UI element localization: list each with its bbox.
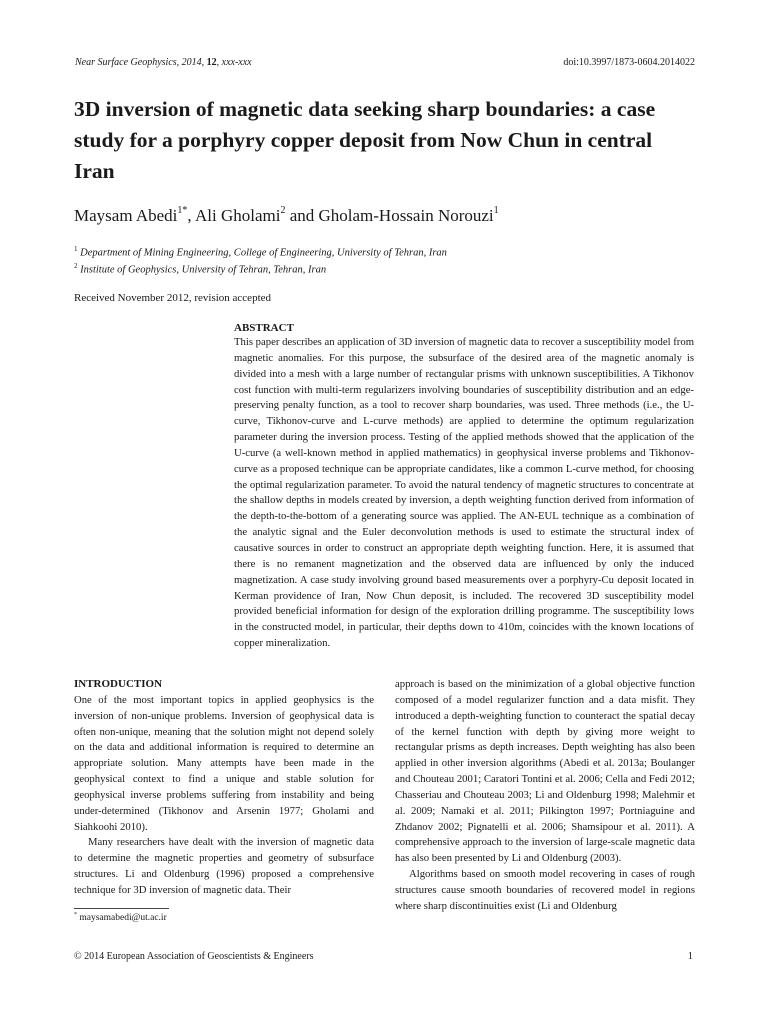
abstract-section xyxy=(234,322,694,652)
journal-name: Near Surface Geophysics, 2014, xyxy=(75,57,205,68)
affiliation xyxy=(74,245,447,259)
body-paragraph: One of the most important topics in applied geophysics is the inversion of non-unique problems. Inversion of geophysical data is often non-unique, meaning that the solution might not depend solely on the data and additional information is required to determine an appropriate solution. Many attempts have been made in the geophysical context to find a unique and stable solution for geophysical inverse problems suffering from instability and being under-determined (Tikhonov and Arsenin 1977; Gholami and Siahkoohi 2010). xyxy=(74,693,374,833)
section-heading: INTRODUCTION xyxy=(74,678,163,690)
affiliation-text: Institute of Geophysics, University of Tehran, Tehran, Iran xyxy=(77,264,327,276)
author-name: Ali Gholami xyxy=(194,206,281,225)
journal-volume: 12 xyxy=(206,57,217,68)
author-affiliation-mark: 1 xyxy=(493,205,499,216)
journal-pages: , xxx-xxx xyxy=(216,57,252,68)
author-affiliation-mark: 2 xyxy=(280,205,286,216)
received-date: Received November 2012, revision accepted xyxy=(74,292,272,304)
author-affiliation-mark: 1* xyxy=(177,205,188,216)
doi[interactable]: doi:10.3997/1873-0604.2014022 xyxy=(563,57,695,68)
author-separator: and xyxy=(285,206,319,225)
copyright-notice: © 2014 European Association of Geoscientists & Engineers xyxy=(74,951,314,962)
author-name: Gholam-Hossain Norouzi xyxy=(318,206,494,225)
body-paragraph: Many researchers have dealt with the inversion of magnetic data to determine the magnetic properties and geometry of subsurface structures. Li and Oldenburg (1996) proposed a comprehensive technique for 3D inversion of magnetic data. Their xyxy=(74,836,374,896)
footnote-mark: * xyxy=(74,912,77,918)
right-column xyxy=(395,677,695,915)
affiliation xyxy=(74,262,326,276)
footnote-email[interactable]: maysamabedi@ut.ac.ir xyxy=(77,913,167,924)
footnote xyxy=(74,912,167,923)
left-column xyxy=(74,677,374,899)
author-list xyxy=(74,206,499,226)
journal-citation xyxy=(75,57,252,68)
author-name: Maysam Abedi xyxy=(74,206,178,225)
paper-title: 3D inversion of magnetic data seeking sharp boundaries: a case study for a porphyry copper deposit from Now Chun in central Iran xyxy=(74,97,656,183)
body-paragraph: Algorithms based on smooth model recovering in cases of rough structures cause smooth boundaries of recovered model in regions where sharp discontinuities exist (Li and Oldenburg xyxy=(395,868,695,912)
author-separator: , xyxy=(187,206,195,225)
affiliation-mark: 1 xyxy=(74,245,78,253)
abstract-heading: ABSTRACT xyxy=(234,322,294,334)
affiliation-text: Department of Mining Engineering, College of Engineering, University of Tehran, Iran xyxy=(77,247,447,259)
footnote-divider xyxy=(74,908,169,909)
page-number: 1 xyxy=(687,951,693,962)
body-paragraph: approach is based on the minimization of a global objective function composed of a model regularizer function and a data misfit. They introduced a depth-weighting function to counteract the spatial decay of the kernel function with depth by giving more weight to rectangular prisms as depth increases. Depth weighting has also been applied in other inversion algorithms (Abedi et al. 2013a; Boulanger and Chouteau 2001; Caratori Tontini et al. 2006; Cella and Fedi 2012; Chasseriau and Chouteau 2003; Li and Oldenburg 1998; Malehmir et al. 2009; Namaki et al. 2011; Pilkington 1997; Portniaguine and Zhdanov 2002; Pignatelli et al. 2006; Shamsipour et al. 2011). A comprehensive approach to the inversion of large-scale magnetic data has also been presented by Li and Oldenburg (2003). xyxy=(395,678,695,865)
abstract-text: This paper describes an application of 3D inversion of magnetic data to recover a susceptibility model from magnetic anomalies. For this purpose, the subsurface of the desired area of the magnetic anomaly is divided into a mesh with a large number of rectangular prisms with unknown susceptibilities. A Tikhonov cost function with multi-term regularizers involving boundaries of susceptibility distribution and an edge-preserving penalty function, as a tool to recover sharp boundaries, was used. Three methods (i.e., the U-curve, Tikhonov-curve and L-curve methods) are applied to determine the optimum regularization parameter during the inversion process. Testing of the applied methods showed that the application of the U-curve (a well-known method in applied mathematics) in geophysical inverse problems and Tikhonov-curve as a proposed technique can be appropriate candidates, like a common L-curve method, for choosing the optimal regularization parameter. To avoid the natural tendency of magnetic structures to concentrate at the shallow depths in models created by inversion, a depth weighting function derived from information of the depth-to-the-bottom of a generating source was applied. The AN-EUL technique as a combination of the analytic signal and the Euler deconvolution methods is used to estimate the structural index of causative sources in order to construct an appropriate depth weighting function. Here, it is assumed that there is no remanent magnetization and the observed data are influenced by only the induced magnetization. A case study involving ground based measurements over a porphyry-Cu deposit located in Kerman providence of Iran, Now Chun deposit, is included. The recovered 3D susceptibility model provided beneficial information for design of the exploration drilling programme. The susceptibility lows in the constructed model, in particular, their depths down to 410m, coincides with the known locations of copper mineralization. xyxy=(234,336,695,650)
affiliation-mark: 2 xyxy=(74,262,78,270)
